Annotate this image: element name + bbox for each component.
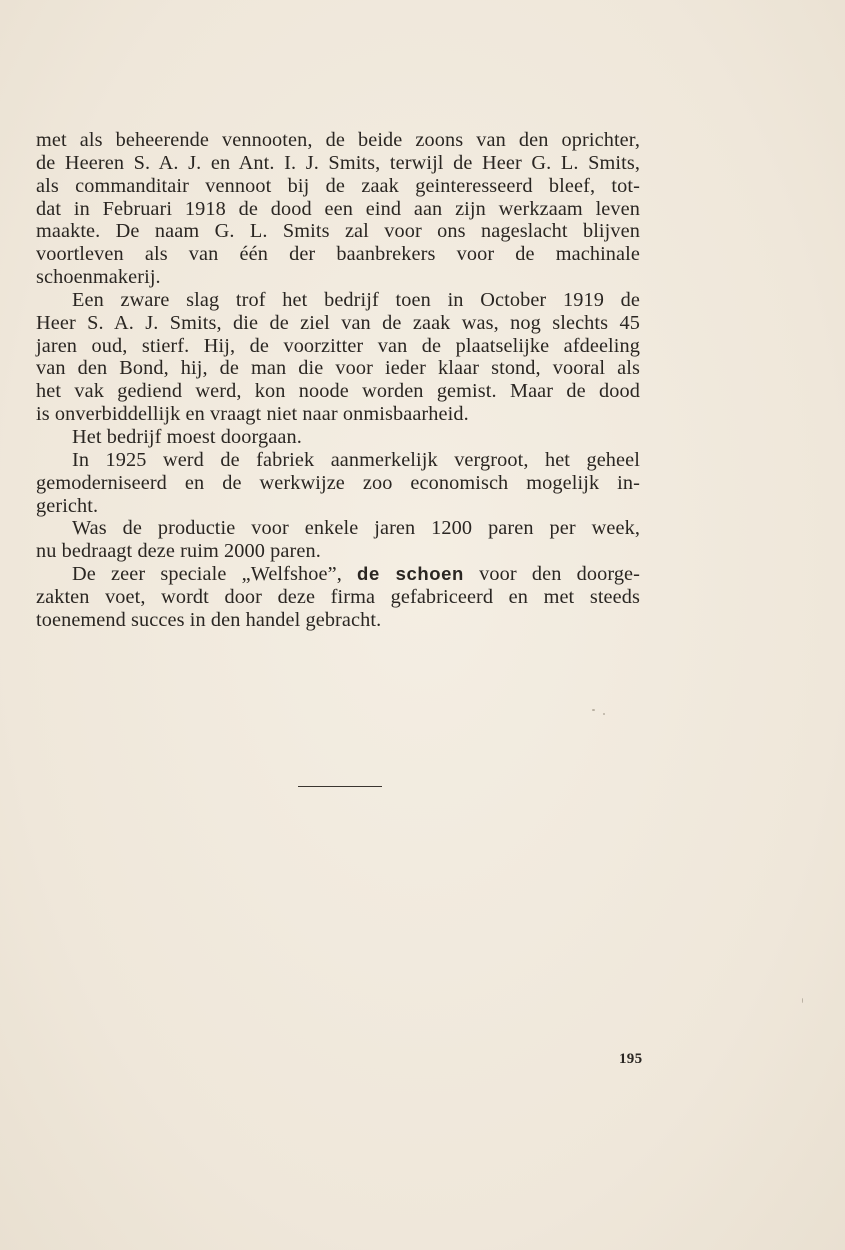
paper-speck xyxy=(603,713,605,715)
paragraph-6 xyxy=(36,563,640,632)
text-line: nu bedraagt deze ruim 2000 paren. xyxy=(36,540,321,563)
section-divider xyxy=(298,786,382,787)
text-line: gericht. xyxy=(36,494,99,517)
text-line: Was de productie voor enkele jaren 1200 paren per week, xyxy=(72,517,640,540)
text-line: van den Bond, hij, de man die voor ieder klaar stond, vooral als xyxy=(36,357,640,380)
bold-emphasis: de schoen xyxy=(357,563,464,585)
text-line: is onverbiddellijk en vraagt niet naar onmisbaarheid. xyxy=(36,403,469,426)
paragraph-5 xyxy=(36,517,640,563)
text-line: maakte. De naam G. L. Smits zal voor ons nageslacht blijven xyxy=(36,220,640,243)
text-line xyxy=(36,563,640,586)
text-line: Heer S. A. J. Smits, die de ziel van de zaak was, nog slechts 45 xyxy=(36,311,640,334)
text-segment: voor den doorge- xyxy=(479,563,641,586)
text-line: voortleven als van één der baanbrekers voor de machinale xyxy=(36,243,640,266)
page-number: 195 xyxy=(619,1051,643,1067)
paper-speck xyxy=(802,998,803,1003)
text-line: toenemend succes in den handel gebracht. xyxy=(36,608,382,631)
paper-speck xyxy=(592,709,595,711)
paragraph-2 xyxy=(36,289,640,426)
text-line: dat in Februari 1918 de dood een eind aan zijn werkzaam leven xyxy=(36,197,640,220)
text-line: de Heeren S. A. J. en Ant. I. J. Smits, terwijl de Heer G. L. Smits, xyxy=(36,151,640,174)
text-line: zakten voet, wordt door deze firma gefabriceerd en met steeds xyxy=(36,585,640,608)
text-line: jaren oud, stierf. Hij, de voorzitter van de plaatselijke afdeeling xyxy=(36,334,640,357)
text-line: als commanditair vennoot bij de zaak geinteresseerd bleef, tot- xyxy=(36,174,640,197)
text-line: gemoderniseerd en de werkwijze zoo economisch mogelijk in- xyxy=(36,471,640,494)
paragraph-1 xyxy=(36,129,640,289)
body-text xyxy=(36,129,640,632)
text-line: Een zware slag trof het bedrijf toen in October 1919 de xyxy=(72,288,640,311)
text-line: In 1925 werd de fabriek aanmerkelijk vergroot, het geheel xyxy=(72,448,640,471)
paragraph-4 xyxy=(36,449,640,518)
text-line: Het bedrijf moest doorgaan. xyxy=(72,425,302,448)
paragraph-3 xyxy=(36,426,640,449)
text-line: schoenmakerij. xyxy=(36,266,161,289)
text-line: met als beheerende vennooten, de beide zoons van den oprichter, xyxy=(36,129,640,151)
text-line: het vak gediend werd, kon noode worden gemist. Maar de dood xyxy=(36,380,640,403)
text-segment: De zeer speciale „Welfshoe”, xyxy=(72,563,342,586)
